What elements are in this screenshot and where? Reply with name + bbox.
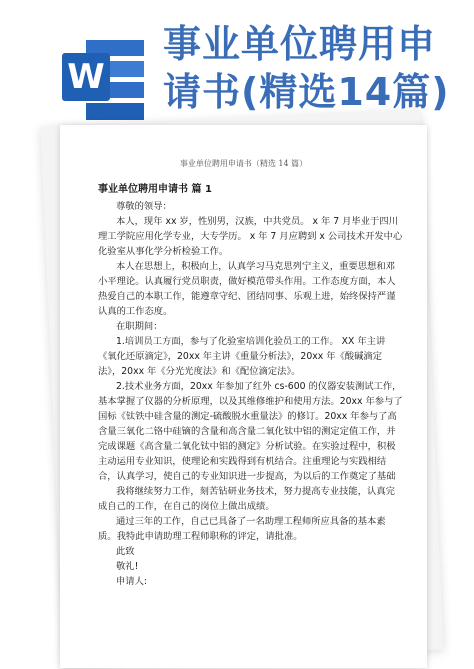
word-logo-letter: W xyxy=(62,53,110,101)
paragraph: 在职期间： xyxy=(116,321,163,332)
signature-label: 申请人: xyxy=(116,576,148,587)
banner-title: 事业单位聘用申请书(精选14篇) xyxy=(163,22,450,114)
paragraph: 1.培训员工方面，参与了化验室培训化验员工的工作。 XX 年主讲《氧化还原滴定》，20xx 年主讲《重量分析法》，20xx 年《酸碱滴定法》，20xx 年《分光光度法》和《配位滴定法》。 xyxy=(98,336,386,377)
closing-line: 此致 xyxy=(116,546,135,557)
banner xyxy=(0,0,474,114)
document-heading: 事业单位聘用申请书 篇 1 xyxy=(98,184,212,195)
paragraph: 通过三年的工作，自己已具备了一名助理工程师所应具备的基本素质。我特此申请助理工程师职称的评定，请批准。 xyxy=(98,516,386,542)
running-header: 事业单位聘用申请书（精选 14 篇） xyxy=(179,159,308,168)
paragraph: 我将继续努力工作，刻苦钻研业务技术，努力提高专业技能，认真完成自己的工作，在自己的岗位上做出成绩。 xyxy=(98,486,395,512)
document-page xyxy=(60,125,427,668)
closing-line: 敬礼! xyxy=(116,561,139,572)
paragraph: 2.技术业务方面，20xx 年参加了红外 cs-600 的仪器安装测试工作，基本掌握了仪器的分析原理，以及其维修维护和使用方法。20xx 年参与了国标《钛铁中硅含量的测定-硫酸脱水重量法》的修订。20xx 年参与了高含量三氧化二铬中硅镝的含量和高含量二氧化钛中铝的测定定值工作，并完成课题《高含量二氧化钛中铝的测定》分析试验。在实验过程中，积极主动运用专业知识，使理论和实践得到有机结合。注重理论与实践相结合，认真学习，使自己的专业知识进一步提高，为以后的工作奠定了基础 xyxy=(98,381,403,482)
paragraph: 本人在思想上，积极向上，认真学习马克思列宁主义，重要思想和邓小平理论。认真履行党员职责，做好模范带头作用。工作态度方面，本人热爱自己的本职工作，能遵章守纪、团结同事、乐观上进，始终保持严谨认真的工作态度。 xyxy=(98,261,396,317)
document-body xyxy=(98,183,403,589)
salutation: 尊敬的领导： xyxy=(116,201,172,212)
word-document-icon xyxy=(62,40,144,120)
paragraph: 本人，现年 xx 岁，性别男，汉族，中共党员。 x 年 7 月毕业于四川理工学院应用化学专业，大专学历。 x 年 7 月应聘到 x 公司技术开发中心化验室从事化学分析检验工作。 xyxy=(98,216,403,257)
